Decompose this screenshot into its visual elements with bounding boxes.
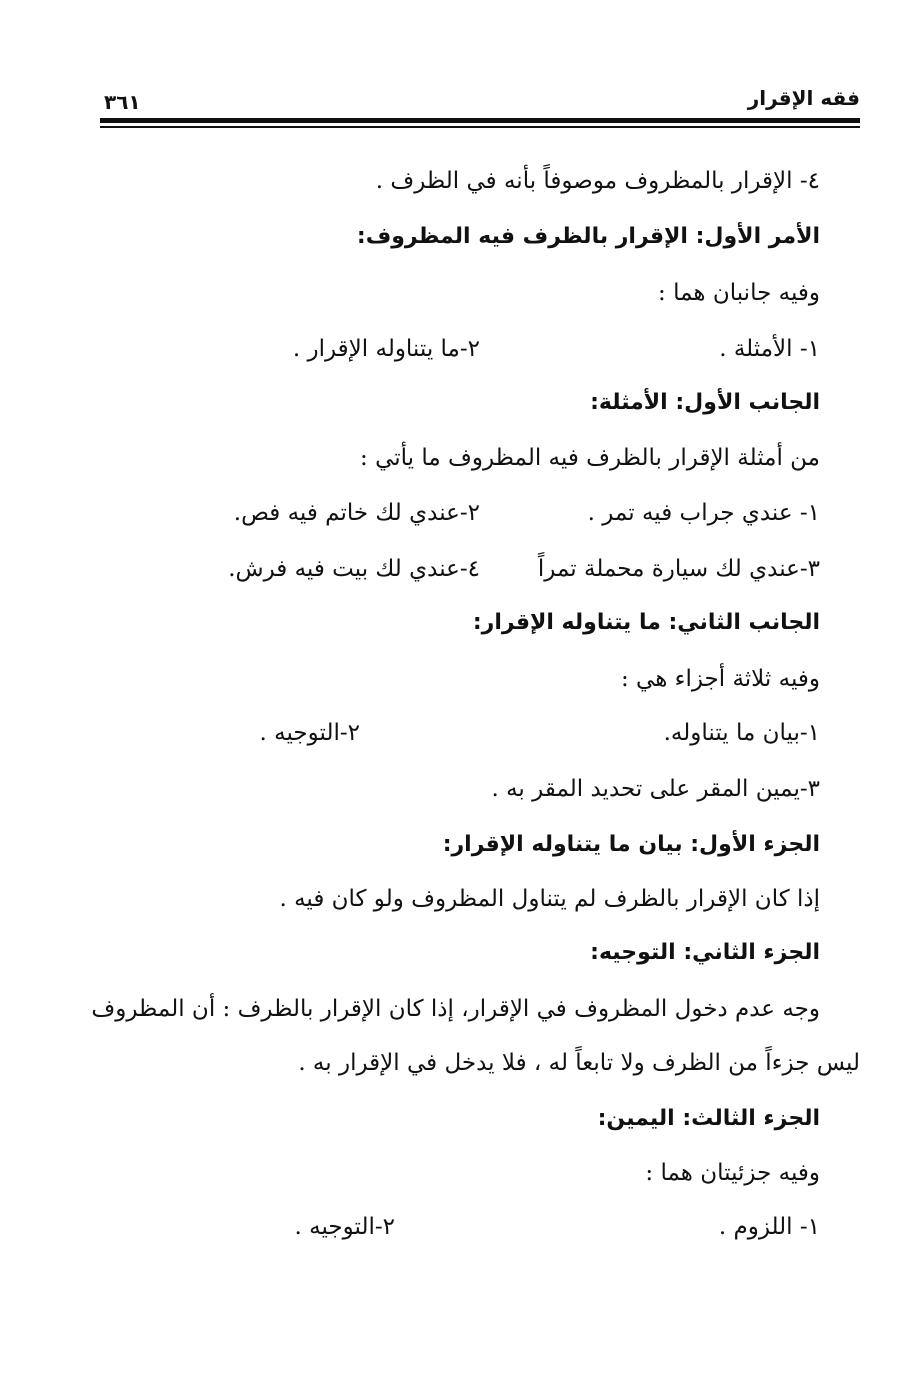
- list-item: ١- الأمثلة .: [719, 336, 820, 362]
- list-item: ٣-عندي لك سيارة محملة تمراً: [537, 556, 820, 582]
- list-item: ٢-التوجيه .: [294, 1214, 395, 1240]
- list-item: ٣-يمين المقر على تحديد المقر به .: [491, 776, 820, 802]
- header-rule-thick: [100, 118, 860, 123]
- running-header-title: فقه الإقرار: [747, 86, 860, 110]
- section-heading: الجانب الأول: الأمثلة:: [590, 390, 820, 415]
- section-heading: الجزء الثاني: التوجيه:: [590, 940, 820, 965]
- list-item: ١-بيان ما يتناوله.: [663, 720, 820, 746]
- list-item: ١- اللزوم .: [718, 1214, 820, 1240]
- section-heading: الأمر الأول: الإقرار بالظرف فيه المظروف:: [356, 224, 820, 249]
- list-item: ٤-عندي لك بيت فيه فرش.: [228, 556, 480, 582]
- header-rule-thin: [100, 126, 860, 128]
- section-heading: الجزء الأول: بيان ما يتناوله الإقرار:: [442, 832, 820, 857]
- section-heading: الجانب الثاني: ما يتناوله الإقرار:: [472, 610, 820, 635]
- list-item: ٢-ما يتناوله الإقرار .: [292, 336, 480, 362]
- body-line: وفيه ثلاثة أجزاء هي :: [620, 666, 820, 692]
- body-line: ليس جزءاً من الظرف ولا تابعاً له ، فلا يدخل في الإقرار به .: [298, 1050, 860, 1076]
- page-number: ٣٦١: [104, 90, 141, 114]
- body-line: إذا كان الإقرار بالظرف لم يتناول المظروف ولو كان فيه .: [279, 886, 820, 912]
- list-item: ٢-عندي لك خاتم فيه فص.: [233, 500, 480, 526]
- body-line: ٤- الإقرار بالمظروف موصوفاً بأنه في الظرف .: [375, 168, 820, 194]
- body-line: وفيه جزئيتان هما :: [645, 1160, 820, 1186]
- body-line: وفيه جانبان هما :: [658, 280, 820, 306]
- list-item: ٢-التوجيه .: [259, 720, 360, 746]
- section-heading: الجزء الثالث: اليمين:: [597, 1106, 820, 1131]
- body-line: وجه عدم دخول المظروف في الإقرار، إذا كان الإقرار بالظرف : أن المظروف: [91, 996, 820, 1022]
- list-item: ١- عندي جراب فيه تمر .: [587, 500, 820, 526]
- body-line: من أمثلة الإقرار بالظرف فيه المظروف ما يأتي :: [360, 445, 820, 471]
